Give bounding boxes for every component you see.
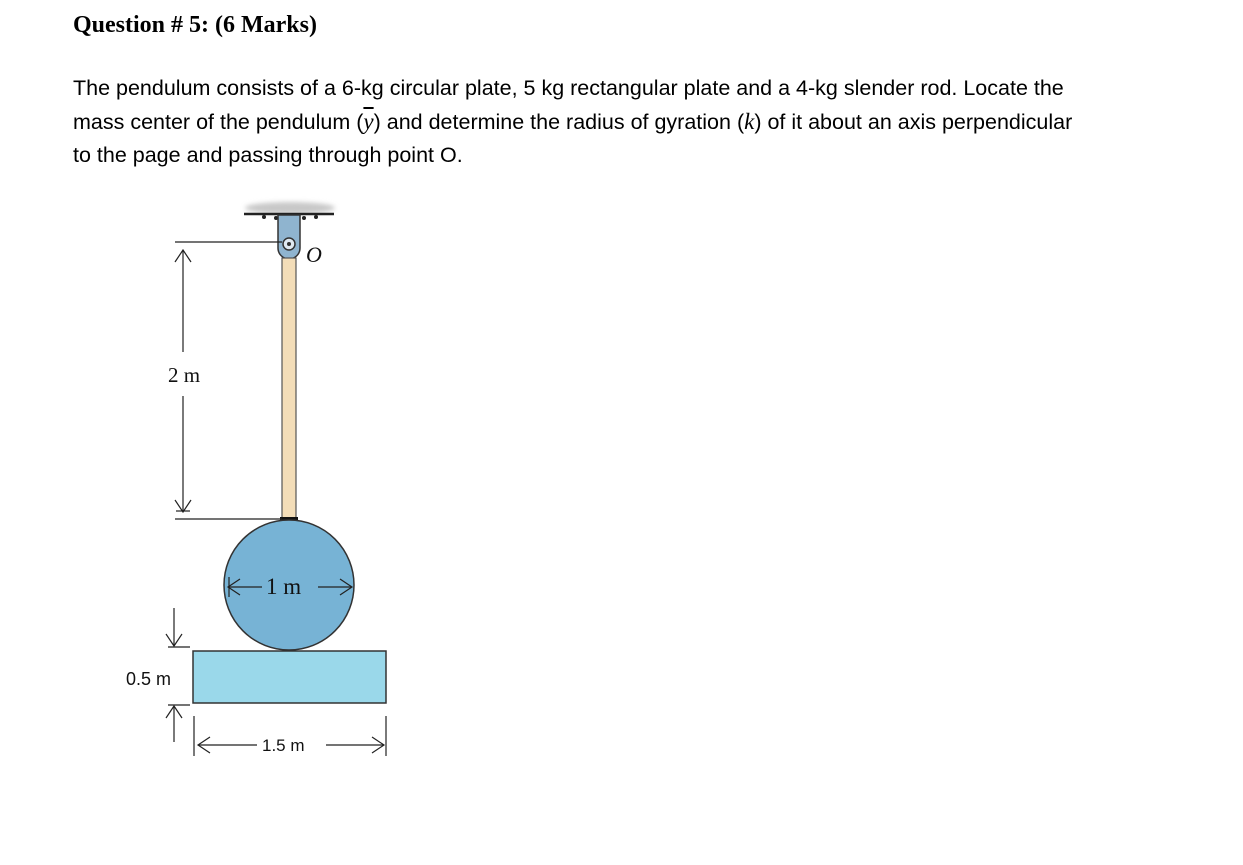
pivot-label: O — [306, 242, 322, 267]
line-2-middle: ) and determine the radius of gyration ( — [373, 110, 745, 134]
disk-diameter-label: 1 m — [266, 574, 302, 599]
rectangular-plate — [193, 651, 386, 703]
problem-line-3: to the page and passing through point O. — [73, 143, 463, 167]
k-symbol: k — [744, 109, 755, 134]
plate-height-label: 0.5 m — [126, 669, 172, 689]
rod-length-label: 2 m — [168, 363, 201, 387]
y-bar-symbol: $\overline{y}$ — [363, 109, 374, 134]
pivot-bracket — [278, 215, 300, 259]
plate-width-label: 1.5 m — [262, 736, 305, 755]
line-2-suffix: ) of it about an axis perpendicular — [754, 110, 1073, 134]
problem-line-1: The pendulum consists of a 6-kg circular plate, 5 kg rectangular plate and a 4-kg slender rod. Locate the — [73, 76, 1064, 100]
line-2-prefix: mass center of the pendulum ( — [73, 110, 364, 134]
question-heading: Question # 5: (6 Marks) — [73, 12, 317, 38]
slender-rod — [282, 258, 296, 520]
